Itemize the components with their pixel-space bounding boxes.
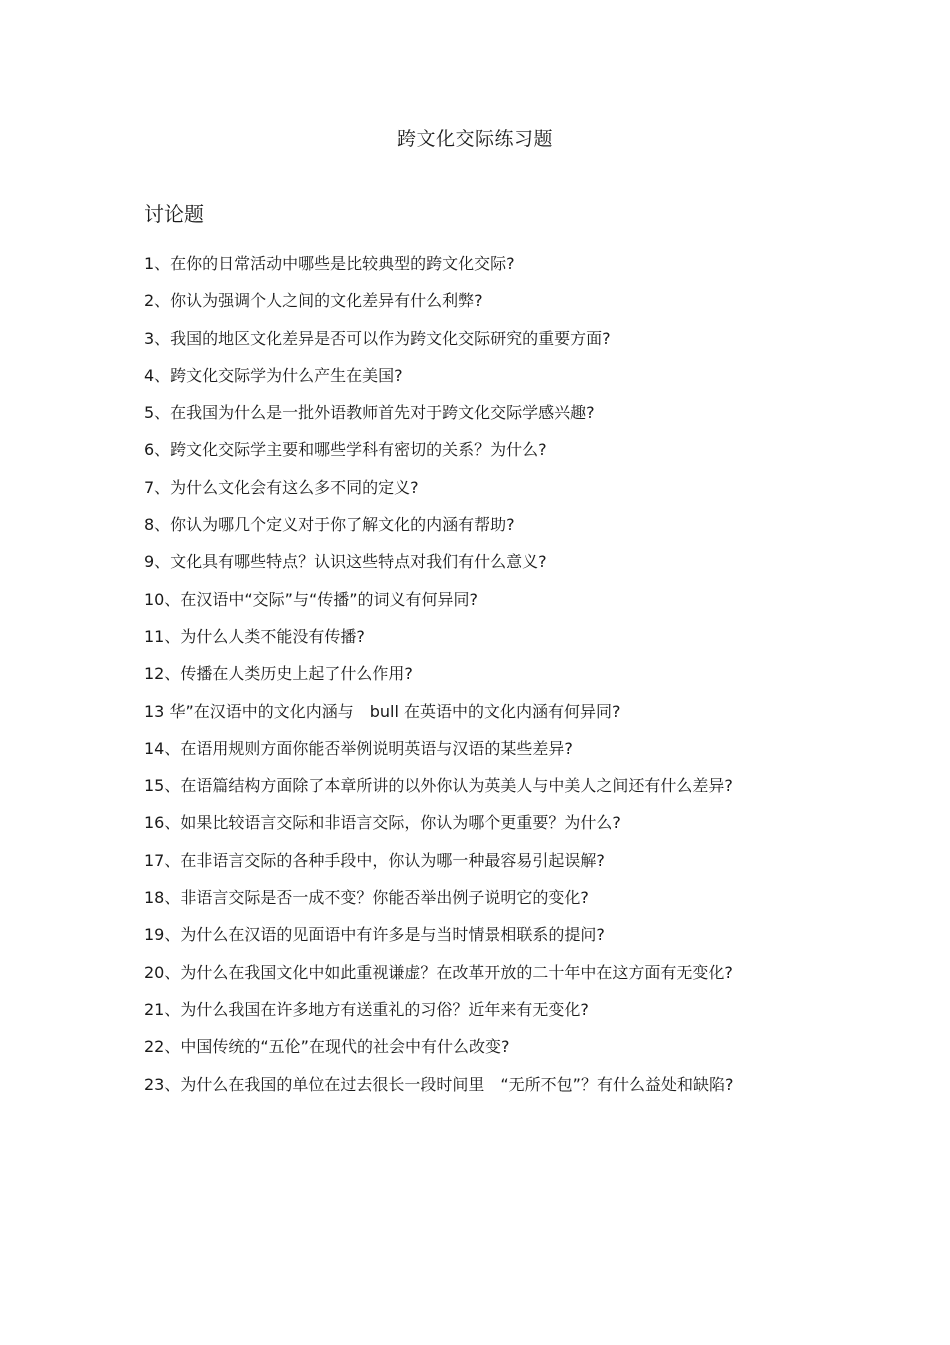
section-heading: 讨论题 [144,202,204,226]
question-item: 12、传播在人类历史上起了什么作用? [144,664,413,684]
question-item: 18、非语言交际是否一成不变？你能否举出例子说明它的变化? [144,888,589,908]
question-item: 1、在你的日常活动中哪些是比较典型的跨文化交际? [144,254,515,273]
question-item: 20、为什么在我国文化中如此重视谦虚？在改革开放的二十年中在这方面有无变化? [144,962,733,982]
question-item: 6、跨文化交际学主要和哪些学科有密切的关系？为什么? [144,440,547,460]
question-item: 16、如果比较语言交际和非语言交际，你认为哪个更重要？为什么? [144,813,621,833]
question-item: 10、在汉语中“交际”与“传播”的词义有何异同? [144,589,479,609]
question-item: 17、在非语言交际的各种手段中，你认为哪一种最容易引起误解? [144,850,605,870]
document-title: 跨文化交际练习题 [396,128,553,150]
question-item: 22、中国传统的“五伦”在现代的社会中有什么改变? [144,1037,510,1057]
question-list [144,245,809,1103]
question-item: 5、在我国为什么是一批外语教师首先对于跨文化交际学感兴趣? [144,403,595,423]
question-item: 2、你认为强调个人之间的文化差异有什么利弊? [144,291,483,311]
question-item: 13 华”在汉语中的文化内涵与 bull 在英语中的文化内涵有何异同? [144,701,621,721]
question-item: 4、跨文化交际学为什么产生在美国? [144,365,403,385]
question-item: 19、为什么在汉语的见面语中有许多是与当时情景相联系的提问? [144,925,605,945]
question-item: 21、为什么我国在许多地方有送重礼的习俗？近年来有无变化? [144,999,589,1019]
question-item: 14、在语用规则方面你能否举例说明英语与汉语的某些差异? [144,738,573,758]
question-item: 9、文化具有哪些特点？认识这些特点对我们有什么意义? [144,552,547,572]
question-item: 7、为什么文化会有这么多不同的定义? [144,477,419,497]
question-item: 11、为什么人类不能没有传播? [144,626,365,646]
question-item: 23、为什么在我国的单位在过去很长一段时间里 “无所不包”？有什么益处和缺陷? [144,1074,734,1094]
question-item: 8、你认为哪几个定义对于你了解文化的内涵有帮助? [144,515,515,535]
question-item: 3、我国的地区文化差异是否可以作为跨文化交际研究的重要方面? [144,328,611,348]
question-item: 15、在语篇结构方面除了本章所讲的以外你认为英美人与中美人之间还有什么差异? [144,776,733,796]
